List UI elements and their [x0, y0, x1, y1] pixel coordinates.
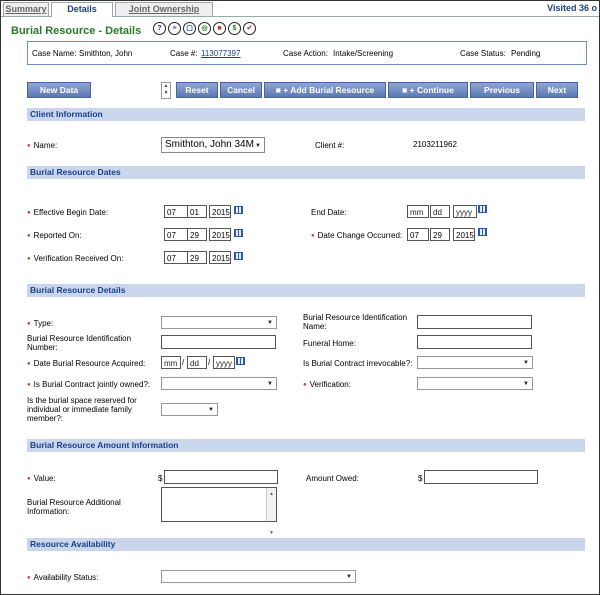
- change-day-input[interactable]: 29: [430, 228, 450, 241]
- calendar-icon[interactable]: [234, 229, 243, 237]
- end-day-input[interactable]: dd: [430, 205, 450, 218]
- identification-name-label: Burial Resource Identification Name:: [303, 313, 408, 331]
- client-name-label: ● Name:: [27, 141, 57, 151]
- list-icon[interactable]: ≡: [168, 22, 181, 35]
- calendar-icon[interactable]: [234, 252, 243, 260]
- end-month-input[interactable]: mm: [407, 205, 429, 218]
- section-client-information: Client Information: [27, 108, 585, 121]
- folder-icon[interactable]: ▢: [183, 22, 196, 35]
- type-select[interactable]: [161, 316, 277, 329]
- end-date-label: End Date:: [311, 208, 347, 217]
- end-year-input[interactable]: yyyy: [453, 205, 477, 218]
- identification-name-input[interactable]: [417, 315, 532, 329]
- tab-summary[interactable]: Summary: [3, 2, 49, 16]
- effective-month-input[interactable]: 07: [164, 205, 188, 218]
- type-label: ● Type:: [27, 319, 53, 329]
- case-status-value: Pending: [511, 49, 541, 58]
- help-icon[interactable]: ?: [153, 22, 166, 35]
- calendar-icon[interactable]: [234, 206, 243, 214]
- jointly-owned-label: ● Is Burial Contract jointly owned?:: [27, 380, 150, 390]
- amount-owed-input[interactable]: [424, 470, 538, 484]
- case-number-label: Case #:: [170, 49, 198, 58]
- verification-day-input[interactable]: 29: [187, 251, 207, 264]
- next-button[interactable]: Next: [536, 82, 578, 98]
- reported-year-input[interactable]: 2015: [209, 228, 231, 241]
- amount-owed-currency: $: [418, 474, 423, 483]
- additional-information-label: Burial Resource Additional Information:: [27, 498, 121, 516]
- calendar-icon[interactable]: [236, 357, 245, 365]
- verification-received-on-label: ● Verification Received On:: [27, 254, 123, 264]
- case-number-link[interactable]: 113077397: [201, 49, 241, 58]
- section-burial-resource-details: Burial Resource Details: [27, 284, 585, 297]
- case-action-value: Intake/Screening: [333, 49, 394, 58]
- reported-on-label: ● Reported On:: [27, 231, 82, 241]
- new-data-button[interactable]: New Data: [27, 82, 91, 98]
- irrevocable-select[interactable]: [417, 356, 533, 369]
- value-currency: $: [158, 474, 163, 483]
- page-title: Burial Resource - Details: [11, 25, 142, 37]
- case-summary-box: [27, 41, 587, 65]
- irrevocable-label: Is Burial Contract irrevocable?:: [303, 359, 413, 368]
- dollar-icon[interactable]: $: [228, 22, 241, 35]
- value-input[interactable]: [164, 470, 278, 484]
- change-month-input[interactable]: 07: [407, 228, 429, 241]
- section-amount-information: Burial Resource Amount Information: [27, 439, 585, 452]
- acquired-year-input[interactable]: yyyy: [213, 356, 235, 369]
- amount-owed-label: Amount Owed:: [306, 474, 359, 483]
- value-label: ● Value:: [27, 474, 56, 484]
- search-icon[interactable]: ◎: [198, 22, 211, 35]
- tab-details[interactable]: Details: [51, 2, 113, 17]
- reported-day-input[interactable]: 29: [187, 228, 207, 241]
- additional-information-textarea[interactable]: [161, 487, 277, 536]
- burial-space-reserved-label: Is the burial space reserved for individual or immediate family member?:: [27, 396, 137, 423]
- stop-icon[interactable]: ■: [213, 22, 226, 35]
- client-number-value: 2103211962: [413, 140, 457, 149]
- identification-number-input[interactable]: [161, 335, 276, 349]
- calendar-icon[interactable]: [478, 205, 487, 213]
- client-name-select[interactable]: Smithton, John 34M ▼: [161, 137, 265, 153]
- case-name-label: Case Name:: [32, 49, 77, 58]
- save-icon: ■: [275, 85, 281, 95]
- save-icon: ■: [402, 85, 408, 95]
- add-burial-resource-button[interactable]: ■ + Add Burial Resource: [264, 82, 386, 98]
- jointly-owned-select[interactable]: [161, 377, 277, 390]
- calendar-icon[interactable]: [478, 228, 487, 236]
- previous-button[interactable]: Previous: [470, 82, 534, 98]
- effective-begin-date-label: ● Effective Begin Date:: [27, 208, 108, 218]
- case-action-label: Case Action:: [283, 49, 328, 58]
- effective-year-input[interactable]: 2015: [209, 205, 231, 218]
- verification-select[interactable]: [417, 377, 533, 390]
- section-resource-availability: Resource Availability: [27, 538, 585, 551]
- record-stepper[interactable]: ▲ ▼: [161, 82, 171, 99]
- reset-button[interactable]: Reset: [176, 82, 218, 98]
- availability-status-select[interactable]: [161, 570, 356, 583]
- date-change-occurred-label: ● Date Change Occurred:: [311, 231, 402, 241]
- identification-number-label: Burial Resource Identification Number:: [27, 334, 132, 352]
- change-year-input[interactable]: 2015: [453, 228, 475, 241]
- continue-button[interactable]: ■ + Continue: [388, 82, 468, 98]
- funeral-home-input[interactable]: [417, 335, 532, 349]
- cancel-button[interactable]: Cancel: [220, 82, 262, 98]
- client-number-label: Client #:: [315, 141, 345, 150]
- verification-year-input[interactable]: 2015: [209, 251, 231, 264]
- availability-status-label: ● Availability Status:: [27, 573, 98, 583]
- case-status-label: Case Status:: [460, 49, 506, 58]
- visited-status: Visited 36 o: [547, 3, 597, 13]
- section-burial-resource-dates: Burial Resource Dates: [27, 166, 585, 179]
- acquired-day-input[interactable]: dd: [187, 356, 207, 369]
- effective-day-input[interactable]: 01: [187, 205, 207, 218]
- check-icon[interactable]: ✔: [243, 22, 256, 35]
- tab-joint-ownership[interactable]: Joint Ownership: [115, 2, 213, 16]
- tab-bar: [1, 1, 599, 17]
- verification-label: ● Verification:: [303, 380, 351, 390]
- textarea-scrollbar[interactable]: ▲ ▼: [266, 488, 276, 521]
- verification-month-input[interactable]: 07: [164, 251, 188, 264]
- funeral-home-label: Funeral Home:: [303, 339, 356, 348]
- case-name-value: Smithton, John: [79, 49, 133, 58]
- burial-space-reserved-select[interactable]: [161, 403, 218, 416]
- page-frame: Summary Details Joint Ownership Visited 36 o Burial Resource - Details ? ≡ ▢ ◎ ■ $ ✔ Case Name: Smithton, John Case #: 113077397 Case Action: Intake/Screening Case Status: Pending New Data ▲ ▼ Reset Cancel ■ + Add Burial Resource ■ + Continue Previous Next Client Information ● Name: Smithton, John 34M ▼ Client #: 2103211962 Burial Resource Dates ● Effective Begin Date: 07 01 2015 End Date: mm dd yyyy ● Reported On: 07 29 2015 ● Date Change Occurred: 07 29 2015 ● Verification Received On: 07 29 2015 Burial Resource Details ● Type: ▼ Burial Resource Identification Name: Burial Resource Identification Number: Funeral Home: ● Date Burial Resource Acquired: mm / dd / yyyy Is Burial Contract irrevocable?: ▼ ● Is Burial Contract jointly owned?: ▼ ● Verification: ▼ Is the burial space reserved for individual or immediate family member?: ▼ Burial Resource Amount Information ● Value: $ Amount Owed: $ Burial Resource Additional Information: ▲ ▼ Resource Availability ● Availability Status: ▼: [0, 0, 600, 595]
- acquired-month-input[interactable]: mm: [161, 356, 181, 369]
- date-acquired-label: ● Date Burial Resource Acquired:: [27, 359, 145, 369]
- reported-month-input[interactable]: 07: [164, 228, 188, 241]
